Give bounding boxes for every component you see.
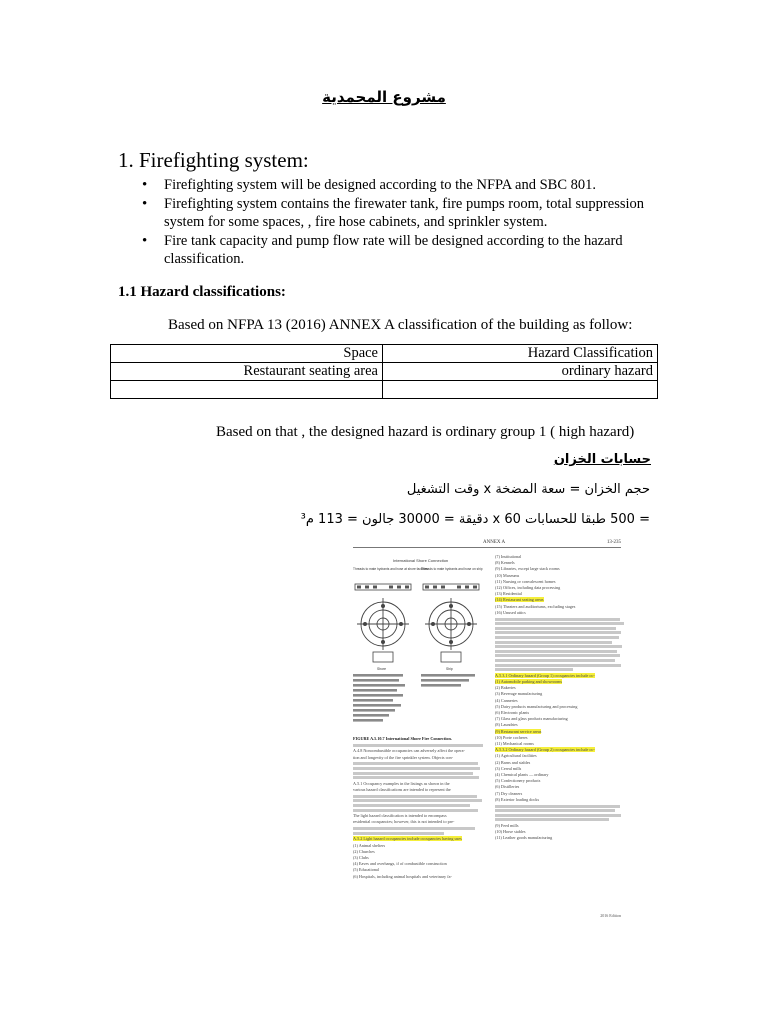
scan-list-item: (10) Museums: [495, 572, 520, 578]
highlighted-text: A.5.3.2 Ordinary hazard (Group 2) occupancies include oc-: [495, 747, 595, 753]
scan-list-item: (8) Laundries: [495, 722, 518, 728]
tank-calc-formula: حجم الخزان = سعة المضخة x وقت التشغيل: [406, 482, 650, 497]
scan-list-item: (10) Horse stables: [495, 829, 526, 835]
header-cell-space: Space: [111, 345, 383, 363]
scan-list-item: (9) Libraries, except large stack rooms: [495, 566, 560, 572]
scan-right-column: [495, 554, 625, 842]
highlighted-text: (9) Restaurant service areas: [495, 728, 542, 734]
scan-list-item: (3) Cereal mills: [495, 765, 522, 771]
scan-left-column: [353, 736, 483, 880]
scan-header-right: 13-235: [606, 540, 621, 545]
scan-list-item: (7) Dry cleaners: [495, 790, 523, 796]
scan-list-item: (10) Porte cocheres: [495, 734, 528, 740]
scan-list-item: (3) Clubs: [353, 854, 369, 860]
edition-label: 2016 Edition: [600, 913, 621, 918]
scan-header: [353, 540, 621, 548]
intro-paragraph: Based on NFPA 13 (2016) ANNEX A classification of the building as follow:: [168, 317, 633, 333]
table-cell: Restaurant seating area: [111, 363, 383, 381]
bullet-list: [140, 176, 660, 269]
bullet-item: • Firefighting system will be designed according to the NFPA and SBC 801.: [140, 176, 660, 195]
table-row: [111, 363, 658, 381]
scan-list-item: (5) Educational: [353, 867, 379, 873]
scan-text-line: A.4.8 Noncombustible occupancies can adversely affect the opera-: [353, 748, 465, 754]
subsection-heading: 1.1 Hazard classifications:: [118, 284, 286, 300]
scan-list-item: (2) Barns and stables: [495, 759, 531, 765]
scan-list-item: (6) Hospitals, including animal hospitals and veterinary fa-: [353, 873, 452, 879]
scan-list-item: (7) Institutional: [495, 554, 522, 559]
label-hydrants: Threads to mate hydrants and hose at shore facilities: [353, 567, 428, 571]
hazard-table: [110, 344, 658, 399]
figure-title: International Shore Connection: [393, 558, 449, 563]
scan-list-item: (15) Theaters and auditoriums, excluding stages: [495, 603, 576, 609]
tank-calc-result: = 500 طبقا للحسابات x 60 دقيقة = 30000 جالون = 113 م³: [300, 512, 650, 527]
scan-list-item: (3) Beverage manufacturing: [495, 691, 543, 697]
highlighted-text: A.5.2 Light hazard occupancies include occupancies having uses: [353, 836, 462, 842]
scan-list-item: (8) Exterior loading docks: [495, 796, 540, 802]
table-cell: ordinary hazard: [383, 363, 658, 381]
conclusion-paragraph: Based on that , the designed hazard is ordinary group 1 ( high hazard): [216, 424, 635, 440]
scan-list-item: (2) Bakeries: [495, 685, 516, 691]
scan-list-item: (6) Distilleries: [495, 784, 520, 790]
nfpa-annex-scan: [345, 540, 627, 920]
table-cell: [111, 381, 383, 399]
scan-list-item: (11) Mechanical rooms: [495, 740, 534, 746]
label-shore: Shore: [377, 667, 387, 671]
scan-list-item: (2) Churches: [353, 848, 375, 854]
header-cell-hazard: Hazard Classification: [383, 345, 658, 363]
table-cell: [383, 381, 658, 399]
bullet-item: • Firefighting system contains the firewater tank, fire pumps room, total suppression system for some spaces, , fire hose cabinets, and sprinkler system.: [140, 195, 660, 232]
scan-list-item: (12) Offices, including data processing: [495, 585, 561, 591]
scan-header-left: ANNEX A: [483, 540, 506, 545]
scan-text-line: tion and longevity of the fire sprinkler system. Objects con-: [353, 754, 454, 760]
scan-text-line: The light hazard classification is intended to encompass: [353, 813, 447, 819]
scan-list-item: (5) Confectionery products: [495, 778, 541, 784]
bullet-item: • Fire tank capacity and pump flow rate will be designed according to the hazard classification.: [140, 232, 660, 269]
scan-list-item: (4) Eaves and overhangs, if of combustible construction: [353, 861, 447, 867]
scan-list-item: (1) Animal shelters: [353, 842, 386, 848]
tank-calc-heading: حسابات الخزان: [553, 452, 651, 467]
table-header-row: [111, 345, 658, 363]
scan-list-item: (13) Residential: [495, 591, 522, 597]
scan-list-item: (6) Electronic plants: [495, 709, 530, 715]
scan-list-item: (11) Leather goods manufacturing: [495, 835, 553, 841]
scan-list-item: (7) Glass and glass products manufacturing: [495, 716, 568, 722]
scan-list-item: (1) Agricultural facilities: [495, 753, 537, 759]
highlighted-text: A.5.3.1 Ordinary hazard (Group 1) occupancies include oc-: [495, 672, 595, 678]
label-ship-threads: Threads to mate hydrants and hose on ship: [421, 567, 483, 571]
highlighted-text: (1) Automobile parking and showrooms: [495, 678, 562, 684]
scan-text-line: A.5.1 Occupancy examples in the listings as shown in the: [353, 780, 450, 786]
shore-connection-diagram: [353, 556, 483, 736]
scan-list-item: (4) Chemical plants — ordinary: [495, 772, 549, 777]
table-row: [111, 381, 658, 399]
scan-list-item: (9) Feed mills: [495, 822, 519, 828]
scan-list-item: (4) Canneries: [495, 697, 518, 703]
figure-caption: FIGURE A.5.10.7 International Shore Fire Connection.: [353, 736, 452, 741]
document-title-arabic: مشروع المحمدية: [322, 88, 446, 106]
highlighted-text: (14) Restaurant seating areas: [495, 597, 544, 603]
scan-text-line: various hazard classifications are intended to represent the: [353, 786, 451, 792]
scan-list-item: (11) Nursing or convalescent homes: [495, 578, 556, 584]
scan-text-line: residential occupancies; however, this is not intended to pre-: [353, 819, 455, 825]
section-heading: 1. Firefighting system:: [118, 148, 309, 172]
scan-list-item: (8) Kennels: [495, 560, 515, 566]
scan-list-item: (16) Unused attics: [495, 609, 526, 615]
label-ship: Ship: [446, 667, 453, 671]
scan-list-item: (5) Dairy products manufacturing and processing: [495, 703, 578, 709]
